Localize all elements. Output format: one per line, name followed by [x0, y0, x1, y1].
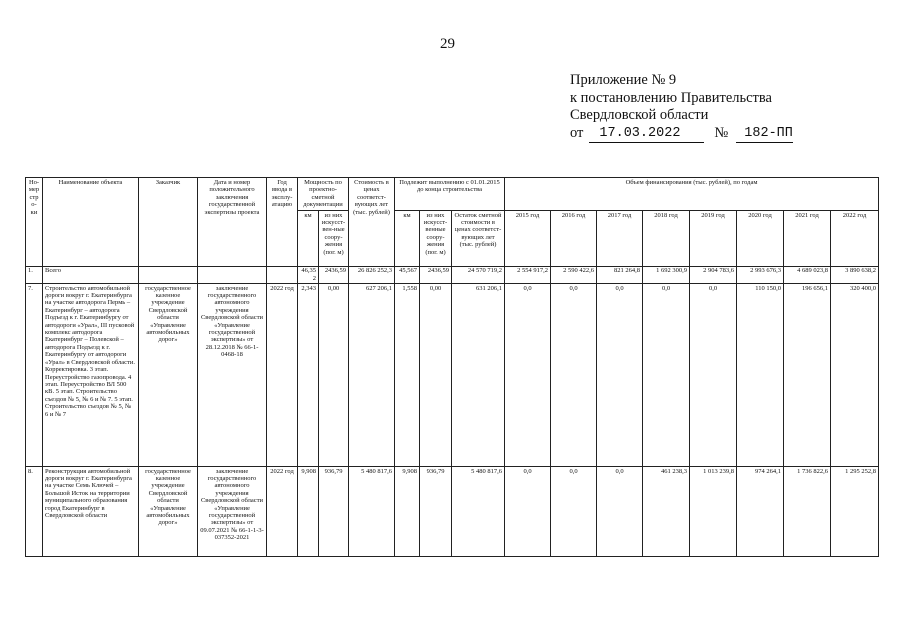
row-rem-km: 9,908 — [395, 466, 420, 556]
appendix-date-number — [570, 125, 793, 144]
header-object-name: Наименование объекта — [43, 178, 139, 267]
date-value: 17.03.2022 — [589, 125, 704, 144]
row-rem-km: 1,558 — [395, 283, 420, 466]
row-year-2015: 0,0 — [505, 283, 551, 466]
funding-table — [25, 177, 879, 557]
header-remaining-km: км — [395, 210, 420, 266]
total-num: 1. — [26, 266, 43, 283]
row-year-2021: 196 656,1 — [784, 283, 831, 466]
total-year-2015: 2 554 917,2 — [505, 266, 551, 283]
header-funding: Объем финансирования (тыс. рублей), по годам — [505, 178, 879, 211]
row-year-2018: 461 238,3 — [643, 466, 690, 556]
total-year-2021: 4 689 023,8 — [784, 266, 831, 283]
row-num: 7. — [26, 283, 43, 466]
row-object-name: Строительство автомобильной дороги вокруг г. Екатеринбурга на участке автодорога Пермь – Екатеринбург – автодорога Подъезд к г. Екатеринбургу от автодороги «Урал», III пусковой комплекс автодорога Екатеринбург – Полевской – автодорога Подъезд к г. Екатеринбургу от автодороги «Урал» в Свердловской области. Корректировка. 3 этап. Переустройство газопровода. 4 этап. Переустройство ВЛ 500 кВ. 5 этап. Строительство съездов № 5, № 6 и № 7. 5 этап. Строительство съездов № 5, № 6 и № 7 — [43, 283, 139, 466]
row-customer: государственное казенное учреждение Свердловской области «Управление автомобильных дорог» — [139, 466, 198, 556]
page-number: 29 — [440, 36, 455, 52]
row-commission-year: 2022 год — [267, 283, 298, 466]
total-year-2019: 2 904 783,6 — [690, 266, 737, 283]
total-rem-art: 2436,59 — [420, 266, 452, 283]
header-year-2015: 2015 год — [505, 210, 551, 266]
header-year-2022: 2022 год — [831, 210, 879, 266]
row-year-2020: 974 264,1 — [737, 466, 784, 556]
total-year — [267, 266, 298, 283]
row-rem-art: 936,79 — [420, 466, 452, 556]
total-rem-km: 45,567 — [395, 266, 420, 283]
header-expertise: Дата и номер положительного заключения государственной экспертизы проекта — [198, 178, 267, 267]
row-km: 9,908 — [298, 466, 319, 556]
header-cost: Стоимость в ценах соответст-вующих лет (тыс. рублей) — [349, 178, 395, 267]
header-capacity-art: из них искусст-вен-ные соору-жения (пог. м) — [319, 210, 349, 266]
row-object-name: Реконструкция автомобильной дороги вокруг г. Екатеринбурга на участке Семь Ключей – Большой Исток на территории муниципального образования город Екатеринбург в Свердловской области — [43, 466, 139, 556]
header-capacity: Мощность по проектно-сметной документации — [298, 178, 349, 211]
header-row-num: Но-мер стро-ки — [26, 178, 43, 267]
header-row-1 — [26, 178, 879, 211]
appendix-line2: к постановлению Правительства — [570, 89, 772, 106]
row-year-2019: 0,0 — [690, 283, 737, 466]
row-cost: 627 206,1 — [349, 283, 395, 466]
row-km: 2,343 — [298, 283, 319, 466]
total-art: 2436,59 — [319, 266, 349, 283]
header-remaining-cost: Остаток сметной стоимости в ценах соответст-вующих лет (тыс. рублей) — [452, 210, 505, 266]
table-row — [26, 466, 879, 556]
row-year-2022: 1 295 252,8 — [831, 466, 879, 556]
header-year-2019: 2019 год — [690, 210, 737, 266]
number-value: 182-ПП — [736, 125, 793, 144]
row-year-2021: 1 736 822,6 — [784, 466, 831, 556]
total-cost: 26 826 252,3 — [349, 266, 395, 283]
total-rem-cost: 24 570 719,2 — [452, 266, 505, 283]
row-year-2018: 0,0 — [643, 283, 690, 466]
row-art: 0,00 — [319, 283, 349, 466]
header-year-2016: 2016 год — [551, 210, 597, 266]
row-art: 936,79 — [319, 466, 349, 556]
row-year-2020: 110 150,0 — [737, 283, 784, 466]
row-commission-year: 2022 год — [267, 466, 298, 556]
total-name: Всего — [43, 266, 139, 283]
row-year-2015: 0,0 — [505, 466, 551, 556]
appendix-header — [570, 72, 793, 143]
header-capacity-km: км — [298, 210, 319, 266]
row-year-2016: 0,0 — [551, 283, 597, 466]
row-year-2017: 0,0 — [597, 466, 643, 556]
appendix-title: Приложение № 9 — [570, 72, 677, 88]
row-year-2019: 1 013 239,8 — [690, 466, 737, 556]
total-customer — [139, 266, 198, 283]
row-rem-cost: 5 480 817,6 — [452, 466, 505, 556]
total-year-2016: 2 590 422,6 — [551, 266, 597, 283]
header-remaining: Подлежит выполнению с 01.01.2015 до конца строительства — [395, 178, 505, 211]
total-year-2017: 821 264,8 — [597, 266, 643, 283]
header-year-2018: 2018 год — [643, 210, 690, 266]
row-rem-cost: 631 206,1 — [452, 283, 505, 466]
number-prefix: № — [714, 124, 729, 141]
header-commission-year: Год ввода в эксплу-атацию — [267, 178, 298, 267]
header-year-2020: 2020 год — [737, 210, 784, 266]
row-expertise: заключение государственного автономного учреждения Свердловской области «Управление государственной экспертизы» от 09.07.2021 № 66-1-1-3-037352-2021 — [198, 466, 267, 556]
row-year-2017: 0,0 — [597, 283, 643, 466]
appendix-line3: Свердловской области — [570, 107, 709, 123]
row-rem-art: 0,00 — [420, 283, 452, 466]
header-customer: Заказчик — [139, 178, 198, 267]
date-prefix: от — [570, 124, 584, 141]
total-year-2020: 2 993 676,3 — [737, 266, 784, 283]
row-cost: 5 480 817,6 — [349, 466, 395, 556]
header-year-2021: 2021 год — [784, 210, 831, 266]
table-row-total — [26, 266, 879, 283]
row-expertise: заключение государственного автономного учреждения Свердловской области «Управление государственной экспертизы» от 28.12.2018 № 66-1-0468-18 — [198, 283, 267, 466]
total-year-2022: 3 890 638,2 — [831, 266, 879, 283]
header-year-2017: 2017 год — [597, 210, 643, 266]
row-year-2022: 320 400,0 — [831, 283, 879, 466]
row-num: 8. — [26, 466, 43, 556]
total-year-2018: 1 692 300,9 — [643, 266, 690, 283]
total-expertise — [198, 266, 267, 283]
total-km: 46,352 — [298, 266, 319, 283]
row-customer: государственное казенное учреждение Свердловской области «Управление автомобильных дорог» — [139, 283, 198, 466]
row-year-2016: 0,0 — [551, 466, 597, 556]
table-row — [26, 283, 879, 466]
header-remaining-art: из них искусст-венные соору-жения (пог. м) — [420, 210, 452, 266]
